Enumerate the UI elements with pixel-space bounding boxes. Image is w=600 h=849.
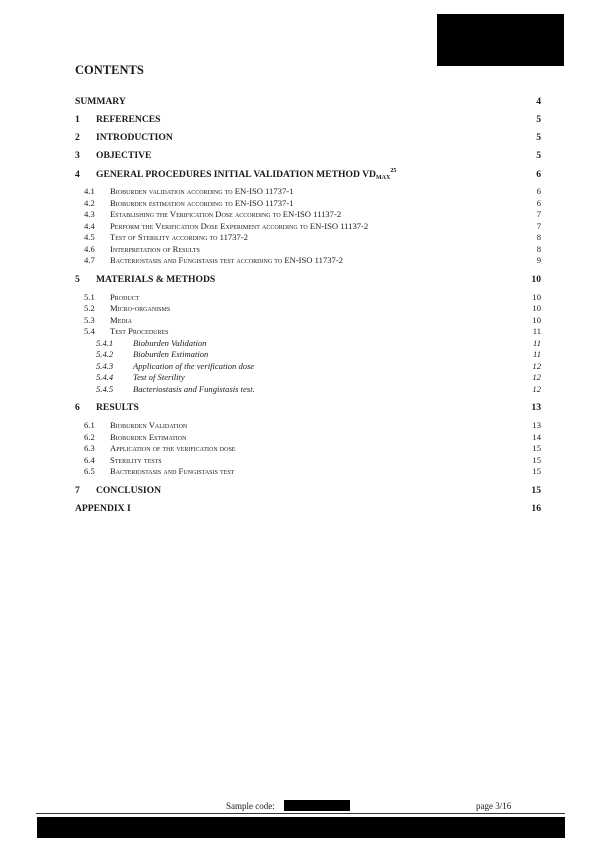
toc-entry-title: Bacteriostasis and Fungistasis test bbox=[110, 466, 235, 476]
toc-entry-page: 6 bbox=[536, 169, 541, 180]
toc-entry-page: 14 bbox=[532, 431, 541, 442]
toc-entry-page: 11 bbox=[532, 326, 541, 336]
toc-entry-title: Establishing the Verification Dose according to EN-ISO 11137-2 bbox=[110, 209, 342, 219]
toc-entry-title: Application of the verification dose bbox=[110, 443, 236, 453]
toc-entry-page: 8 bbox=[536, 243, 541, 254]
toc-entry-title: Micro-organisms bbox=[110, 303, 171, 313]
toc-entry-title: Bioburden Estimation bbox=[133, 349, 209, 359]
toc-entry-title: MATERIALS & METHODS bbox=[96, 273, 216, 285]
toc-entry-title: Test Procedures bbox=[110, 326, 169, 336]
toc-entry-number: 6.4 bbox=[84, 454, 95, 465]
toc-entry-subsection bbox=[75, 303, 541, 315]
toc-entry-page: 10 bbox=[531, 273, 541, 285]
toc-entry-subsection bbox=[75, 209, 541, 221]
footer-divider bbox=[36, 813, 565, 814]
toc-entry-section-7 bbox=[75, 485, 541, 503]
toc-entry-page: 15 bbox=[532, 443, 541, 453]
toc-entry-title: Application of the verification dose bbox=[133, 360, 255, 371]
toc-entry-section-4 bbox=[75, 168, 541, 186]
toc-entry-page: 8 bbox=[536, 232, 541, 242]
toc-entry-subsubsection bbox=[75, 349, 541, 361]
toc-entry-title: Perform the Verification Dose Experiment according to EN-ISO 11137-2 bbox=[110, 220, 369, 231]
toc-entry-subsection bbox=[75, 420, 541, 432]
toc-entry-title: INTRODUCTION bbox=[96, 132, 173, 143]
toc-entry-page: 15 bbox=[532, 466, 541, 476]
toc-entry-number: 4.3 bbox=[84, 209, 95, 219]
toc-entry-number: 4.2 bbox=[84, 197, 95, 208]
toc-entry-subsection bbox=[75, 326, 541, 338]
toc-entry-number: 4.5 bbox=[84, 232, 95, 242]
toc-entry-number: 4.4 bbox=[84, 220, 95, 231]
toc-entry-title: Product bbox=[110, 291, 140, 302]
toc-entry-subsection bbox=[75, 255, 541, 267]
toc-entry-section-5 bbox=[75, 274, 541, 292]
toc-entry-number: 6.3 bbox=[84, 443, 95, 453]
toc-entry-subsection bbox=[75, 432, 541, 444]
toc-entry-subsection bbox=[75, 244, 541, 256]
toc-entry-number: 4 bbox=[75, 169, 80, 180]
toc-entry-page: 16 bbox=[531, 502, 541, 514]
toc-entry-title: Test of Sterility according to 11737-2 bbox=[110, 232, 248, 242]
toc-entry-title: Bioburden Validation bbox=[133, 337, 207, 348]
toc-entry-number: 5 bbox=[75, 273, 80, 285]
toc-entry-page: 10 bbox=[532, 314, 541, 325]
toc-entry-subsection bbox=[75, 232, 541, 244]
toc-entry-number: 5.3 bbox=[84, 314, 95, 325]
redaction-box-sample-code bbox=[284, 800, 350, 811]
toc-entry-page: 10 bbox=[532, 303, 541, 313]
toc-entry-subsubsection bbox=[75, 372, 541, 384]
toc-entry-title: Bioburden validation according to EN-ISO 11737-1 bbox=[110, 186, 294, 196]
toc-entry-appendix bbox=[75, 503, 541, 521]
toc-entry-subsection bbox=[75, 315, 541, 327]
toc-entry-number: 4.6 bbox=[84, 243, 95, 254]
spacer bbox=[75, 478, 541, 485]
toc-entry-subsection bbox=[75, 198, 541, 210]
page-number: page 3/16 bbox=[476, 801, 512, 811]
toc-entry-page: 6 bbox=[536, 186, 541, 196]
toc-entry-number: 6.2 bbox=[84, 431, 95, 442]
spacer bbox=[75, 267, 541, 274]
toc-entry-page: 12 bbox=[532, 372, 541, 382]
toc-entry-subsection bbox=[75, 186, 541, 198]
toc-entry-title-superscript: 25 bbox=[390, 168, 397, 174]
toc-entry-title: OBJECTIVE bbox=[96, 150, 152, 161]
toc-entry-title: Media bbox=[110, 314, 132, 325]
toc-entry-page: 11 bbox=[533, 349, 541, 359]
table-of-contents bbox=[75, 96, 541, 521]
toc-entry-title: CONCLUSION bbox=[96, 484, 162, 496]
toc-entry-number: 6.5 bbox=[84, 466, 95, 476]
toc-entry-section-6 bbox=[75, 402, 541, 420]
toc-entry-page: 15 bbox=[531, 484, 541, 496]
toc-entry-number: 4.1 bbox=[84, 186, 95, 196]
toc-entry-subsection bbox=[75, 292, 541, 304]
toc-entry-number: 5.4 bbox=[84, 326, 95, 336]
toc-entry-page: 5 bbox=[536, 150, 541, 161]
toc-entry-page: 13 bbox=[532, 420, 541, 430]
toc-entry-page: 15 bbox=[532, 454, 541, 465]
toc-entry-title: Test of Sterility bbox=[133, 372, 185, 382]
toc-entry-section-3 bbox=[75, 150, 541, 168]
toc-entry-section-2 bbox=[75, 132, 541, 150]
toc-entry-title: APPENDIX I bbox=[75, 502, 131, 514]
toc-entry-page: 10 bbox=[532, 291, 541, 302]
toc-entry-subsection bbox=[75, 466, 541, 478]
toc-entry-page: 7 bbox=[536, 209, 541, 219]
toc-entry-number: 1 bbox=[75, 114, 80, 125]
toc-entry-title: REFERENCES bbox=[96, 114, 161, 125]
toc-entry-page: 5 bbox=[536, 132, 541, 143]
toc-entry-page: 4 bbox=[536, 96, 541, 107]
toc-entry-subsubsection bbox=[75, 361, 541, 373]
redaction-box-bottom bbox=[37, 817, 565, 838]
toc-entry-subsection bbox=[75, 443, 541, 455]
toc-entry-page: 12 bbox=[532, 360, 541, 371]
toc-entry-number: 3 bbox=[75, 150, 80, 161]
toc-entry-number: 6.1 bbox=[84, 420, 95, 430]
toc-entry-page: 13 bbox=[531, 402, 541, 413]
toc-entry-number: 7 bbox=[75, 484, 80, 496]
toc-entry-number: 5.4.2 bbox=[96, 349, 114, 359]
toc-entry-page: 6 bbox=[536, 197, 541, 208]
toc-entry-title: Bacteriostasis and Fungistasis test. bbox=[133, 383, 255, 394]
toc-entry-number: 5.4.1 bbox=[96, 337, 114, 348]
toc-entry-number: 5.2 bbox=[84, 303, 95, 313]
toc-entry-title-main: GENERAL PROCEDURES INITIAL VALIDATION METHOD VD bbox=[96, 169, 376, 180]
toc-entry-subsection bbox=[75, 221, 541, 233]
toc-entry-page: 7 bbox=[536, 220, 541, 231]
redaction-box-top bbox=[437, 14, 564, 66]
toc-entry-title: Bioburden Estimation bbox=[110, 431, 187, 442]
toc-entry-number: 4.7 bbox=[84, 255, 95, 265]
toc-entry-subsection bbox=[75, 455, 541, 467]
toc-entry-title bbox=[96, 168, 536, 181]
toc-entry-number: 5.1 bbox=[84, 291, 95, 302]
toc-entry-page: 9 bbox=[536, 255, 541, 265]
toc-entry-number: 6 bbox=[75, 402, 80, 413]
toc-entry-title-subscript: MAX bbox=[375, 175, 391, 181]
toc-entry-title: RESULTS bbox=[96, 402, 139, 413]
toc-entry-subsubsection bbox=[75, 338, 541, 350]
toc-entry-page: 12 bbox=[532, 383, 541, 394]
toc-entry-section-1 bbox=[75, 114, 541, 132]
toc-entry-number: 2 bbox=[75, 132, 80, 143]
toc-entry-number: 5.4.3 bbox=[96, 360, 114, 371]
contents-title: CONTENTS bbox=[75, 63, 144, 77]
toc-entry-number: 5.4.5 bbox=[96, 383, 114, 394]
toc-entry-title: Sterility tests bbox=[110, 454, 162, 465]
toc-entry-page: 11 bbox=[533, 337, 541, 348]
toc-entry-title: Bioburden estimation according to EN-ISO 11737-1 bbox=[110, 197, 294, 208]
toc-entry-title: Bacteriostasis and Fungistasis test according to EN-ISO 11737-2 bbox=[110, 255, 343, 265]
spacer bbox=[75, 395, 541, 402]
toc-entry-title: SUMMARY bbox=[75, 96, 126, 107]
toc-entry-page: 5 bbox=[536, 114, 541, 125]
toc-entry-summary bbox=[75, 96, 541, 114]
sample-code-label: Sample code: bbox=[226, 801, 275, 811]
toc-entry-title: Bioburden Validation bbox=[110, 420, 188, 430]
toc-entry-title: Interpretation of Results bbox=[110, 243, 200, 254]
toc-entry-number: 5.4.4 bbox=[96, 372, 114, 382]
toc-entry-subsubsection bbox=[75, 384, 541, 396]
